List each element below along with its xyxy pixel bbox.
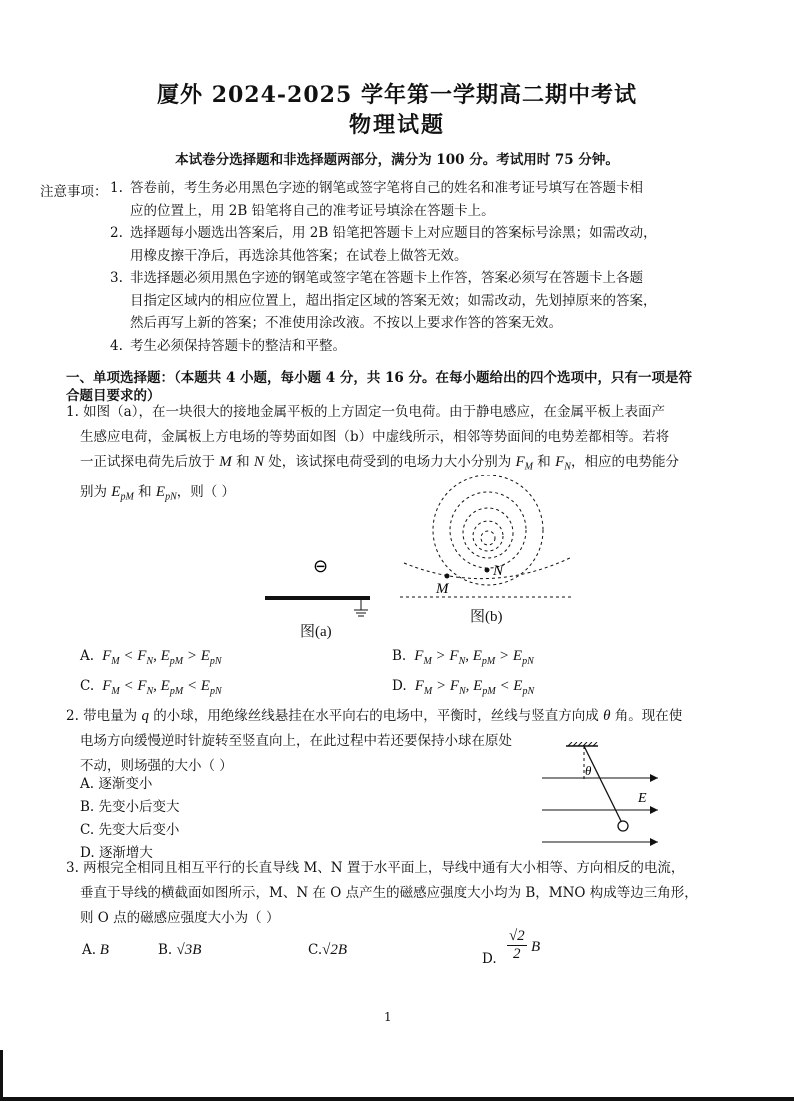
note-line: 非选择题必须用黑色字迹的钢笔或签字笔在答题卡上作答，答案必须写在答题卡上各题 [130, 270, 643, 286]
q1-option-b[interactable]: B. $F_M > F_N$, $E_{pM} > E_{pN}$ [392, 648, 534, 667]
field-e-label: E [638, 791, 647, 806]
figure-b [400, 475, 580, 605]
q1-option-a[interactable]: A. $F_M < F_N$, $E_{pM} > E_{pN}$ [80, 648, 222, 667]
q2-option-b[interactable]: B. 先变小后变大 [80, 799, 180, 815]
question-line: 电场方向缓慢逆时针旋转至竖直向上，在此过程中若还要保持小球在原处 [80, 733, 512, 749]
q2-option-d[interactable]: D. 逐渐增大 [80, 845, 153, 861]
note-number: 2. [110, 225, 123, 241]
question-3 [66, 856, 766, 931]
note-line: 应的位置上，用 2B 铅笔将自己的准考证号填涂在答题卡上。 [130, 202, 495, 219]
equipotential-lines [400, 475, 572, 597]
scan-edge-bottom [0, 1097, 794, 1101]
negative-charge-icon: ⊖ [313, 556, 329, 576]
note-item-2 [110, 222, 730, 267]
q3-option-c[interactable]: C.√2B [308, 942, 348, 958]
point-m-label: M [436, 581, 449, 597]
point-m-dot [445, 574, 450, 579]
question-line: 不动，则场强的大小（ ） [80, 758, 233, 774]
question-line: 2. 带电量为 q 的小球，用绝缘丝线悬挂在水平向右的电场中，平衡时，丝线与竖直方向成 θ 角。现在使 [66, 708, 683, 724]
question-line: 3. 两根完全相同且相互平行的长直导线 M、N 置于水平面上，导线中通有大小相等、方向相反的电流， [66, 860, 685, 876]
note-number: 1. [110, 180, 123, 196]
note-item-3 [110, 267, 730, 335]
q3-option-a[interactable]: A. B [82, 942, 109, 958]
figure-b-caption: 图(b) [470, 609, 503, 625]
notes-label: 注意事项： [40, 184, 108, 200]
note-number: 3. [110, 270, 123, 286]
field-lines [542, 778, 658, 842]
question-line: 生感应电荷，金属板上方电场的等势面如图（b）中虚线所示，相邻等势面间的电势差都相等。若将 [80, 429, 670, 445]
metal-plate [265, 596, 370, 600]
note-line: 用橡皮擦干净后，再选涂其他答案；在试卷上做答无效。 [130, 247, 468, 264]
figure-q2 [540, 742, 670, 852]
question-line: 垂直于导线的横截面如图所示，M、N 在 O 点产生的磁感应强度大小均为 B，MNO 构成等边三角形， [80, 885, 698, 901]
note-line: 选择题每小题选出答案后，用 2B 铅笔把答题卡上对应题目的答案标号涂黑；如需改动， [130, 225, 657, 241]
question-line: 则 O 点的磁感应强度大小为（ ） [80, 910, 280, 926]
exam-subtitle: 物理试题 [348, 112, 445, 138]
note-line: 然后再写上新的答案；不准使用涂改液。不按以上要求作答的答案无效。 [130, 315, 562, 331]
note-line: 目指定区域内的相应位置上，超出指定区域的答案无效；如需改动，先划掉原来的答案， [130, 292, 657, 309]
question-line: 一正试探电荷先后放于 M 和 N 处，该试探电荷受到的电场力大小分别为 $F_M$ 和 $F_N$，相应的电势能分 [80, 454, 679, 473]
exam-title: 厦外 2024-2025 学年第一学期高二期中考试 [157, 82, 637, 108]
q3-option-d[interactable]: D. $\frac{√2}{2}$ B [482, 928, 541, 967]
q1-option-d[interactable]: D. $F_M > F_N$, $E_{pM} < E_{pN}$ [392, 678, 535, 697]
page-number: 1 [384, 1010, 392, 1024]
question-line: 别为 $E_{pM}$ 和 $E_{pN}$，则（ ） [80, 483, 236, 503]
point-n-label: N [493, 563, 504, 579]
angle-theta-label: θ [585, 763, 592, 778]
note-number: 4. [110, 338, 123, 354]
q2-option-c[interactable]: C. 先变大后变小 [80, 822, 180, 838]
q2-option-a[interactable]: A. 逐渐变小 [80, 776, 153, 792]
ball [618, 821, 628, 831]
note-line: 考生必须保持答题卡的整洁和平整。 [130, 338, 346, 354]
q1-option-c[interactable]: C. $F_M < F_N$, $E_{pM} < E_{pN}$ [80, 678, 222, 697]
q3-option-b[interactable]: B. √3B [158, 942, 202, 958]
exam-intro: 本试卷分选择题和非选择题两部分，满分为 100 分。考试用时 75 分钟。 [175, 152, 619, 168]
note-item-1 [110, 177, 730, 222]
note-item-4 [110, 335, 730, 358]
figure-a-caption: 图(a) [300, 624, 332, 640]
question-line: 1. 如图（a），在一块很大的接地金属平板的上方固定一负电荷。由于静电感应，在金属平板上表面产 [66, 404, 665, 420]
section-heading-line: 合题目要求的） [66, 388, 161, 404]
scan-edge [0, 1050, 3, 1101]
point-n-dot [485, 568, 490, 573]
section-heading-line: 一、单项选择题：（本题共 4 小题，每小题 4 分，共 16 分。在每小题给出的四个选项中，只有一项是符 [66, 370, 693, 386]
note-line: 答卷前，考生务必用黑色字迹的钢笔或签字笔将自己的姓名和准考证号填写在答题卡相 [130, 180, 643, 196]
